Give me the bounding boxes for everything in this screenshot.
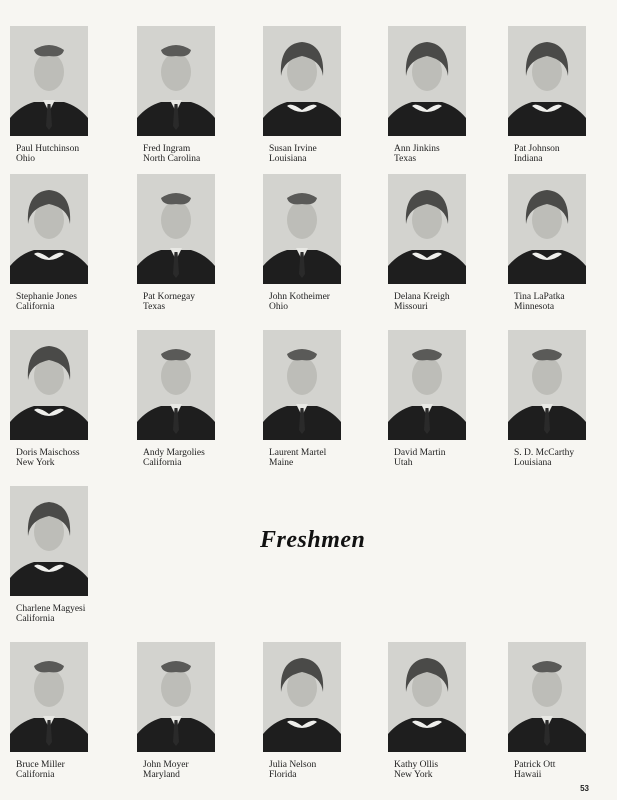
student-caption — [10, 292, 88, 312]
student-photo — [137, 174, 215, 284]
student-caption — [508, 760, 586, 780]
student-photo — [508, 330, 586, 440]
student-portrait — [508, 642, 586, 780]
student-state: Missouri — [394, 302, 428, 312]
student-state: Texas — [143, 302, 166, 312]
student-name: Charlene Magyesi — [16, 604, 86, 614]
student-state: North Carolina — [143, 154, 201, 164]
student-state: Ohio — [16, 154, 35, 164]
student-caption — [10, 448, 88, 468]
student-state: Louisiana — [514, 458, 552, 468]
student-portrait — [388, 174, 466, 312]
student-photo — [508, 174, 586, 284]
student-portrait — [137, 330, 215, 468]
student-portrait — [263, 174, 341, 312]
student-photo — [10, 642, 88, 752]
student-name: Doris Maischoss — [16, 448, 80, 458]
student-name: Julia Nelson — [269, 760, 317, 770]
student-photo — [388, 642, 466, 752]
student-portrait — [263, 642, 341, 780]
student-name: Pat Johnson — [514, 144, 560, 154]
student-photo — [388, 330, 466, 440]
student-state: Maine — [269, 458, 294, 468]
student-photo — [388, 26, 466, 136]
student-name: Bruce Miller — [16, 760, 65, 770]
student-state: Hawaii — [514, 770, 542, 780]
student-portrait — [263, 330, 341, 468]
student-caption — [388, 448, 466, 468]
student-caption — [508, 144, 586, 164]
section-title: Freshmen — [260, 527, 366, 553]
student-photo — [388, 174, 466, 284]
student-name: Tina LaPatka — [514, 292, 565, 302]
student-state: California — [16, 614, 55, 624]
student-state: Texas — [394, 154, 417, 164]
student-state: Ohio — [269, 302, 288, 312]
student-portrait — [137, 174, 215, 312]
student-portrait — [508, 174, 586, 312]
student-state: New York — [16, 458, 55, 468]
student-photo — [10, 486, 88, 596]
student-name: David Martin — [394, 448, 446, 458]
student-caption — [137, 292, 215, 312]
student-photo — [137, 26, 215, 136]
student-portrait — [388, 26, 466, 164]
student-name: Patrick Ott — [514, 760, 556, 770]
student-photo — [137, 330, 215, 440]
student-caption — [388, 292, 466, 312]
student-photo — [263, 26, 341, 136]
student-caption — [388, 760, 466, 780]
student-caption — [263, 144, 341, 164]
student-name: John Moyer — [143, 760, 189, 770]
student-state: New York — [394, 770, 433, 780]
student-portrait — [508, 26, 586, 164]
student-caption — [137, 760, 215, 780]
student-name: Kathy Ollis — [394, 760, 439, 770]
student-photo — [10, 26, 88, 136]
student-photo — [10, 330, 88, 440]
student-caption — [10, 760, 88, 780]
student-portrait — [388, 642, 466, 780]
student-photo — [508, 26, 586, 136]
student-caption — [137, 144, 215, 164]
student-state: Utah — [394, 458, 413, 468]
student-state: Louisiana — [269, 154, 307, 164]
student-caption — [10, 144, 88, 164]
student-name: Fred Ingram — [143, 144, 191, 154]
page-number: 53 — [580, 784, 589, 793]
student-portrait — [10, 486, 88, 624]
student-photo — [263, 642, 341, 752]
student-caption — [263, 760, 341, 780]
student-name: Andy Margolies — [143, 448, 205, 458]
student-caption — [263, 292, 341, 312]
student-caption — [263, 448, 341, 468]
student-caption — [10, 604, 88, 624]
student-name: Ann Jinkins — [394, 144, 440, 154]
student-name: S. D. McCarthy — [514, 448, 575, 458]
student-portrait — [508, 330, 586, 468]
student-caption — [508, 292, 586, 312]
student-name: John Kotheimer — [269, 292, 330, 302]
student-portrait — [137, 642, 215, 780]
student-portrait — [10, 26, 88, 164]
student-name: Paul Hutchinson — [16, 144, 80, 154]
student-portrait — [263, 26, 341, 164]
student-photo — [263, 330, 341, 440]
student-state: Indiana — [514, 154, 543, 164]
student-name: Delana Kreigh — [394, 292, 450, 302]
student-caption — [388, 144, 466, 164]
student-photo — [137, 642, 215, 752]
student-photo — [10, 174, 88, 284]
student-state: Minnesota — [514, 302, 555, 312]
student-name: Pat Kornegay — [143, 292, 195, 302]
student-name: Susan Irvine — [269, 144, 317, 154]
student-caption — [137, 448, 215, 468]
student-photo — [508, 642, 586, 752]
student-state: Florida — [269, 770, 297, 780]
student-photo — [263, 174, 341, 284]
student-portrait — [137, 26, 215, 164]
student-portrait — [10, 174, 88, 312]
student-name: Laurent Martel — [269, 448, 327, 458]
student-portrait — [388, 330, 466, 468]
student-caption — [508, 448, 586, 468]
student-portrait — [10, 330, 88, 468]
student-portrait — [10, 642, 88, 780]
student-state: Maryland — [143, 770, 180, 780]
student-state: California — [16, 302, 55, 312]
student-name: Stephanie Jones — [16, 292, 77, 302]
student-state: California — [16, 770, 55, 780]
student-state: California — [143, 458, 182, 468]
